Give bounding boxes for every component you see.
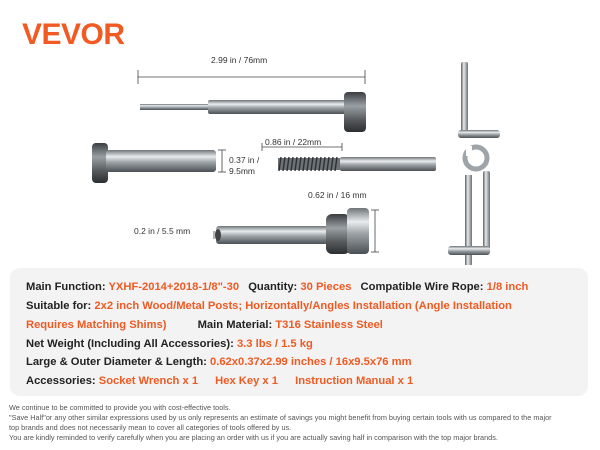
disclaimer-line-3: top brands and does not necessarily mean to cover all categories of tools offered by us. [9, 423, 292, 432]
size-value: 0.62x0.37x2.99 inches / 16x9.5x76 mm [210, 356, 412, 368]
main-function-value: YXHF-2014+2018-1/8"-30 [108, 281, 240, 293]
bore-diameter-label: 0.2 in / 5.5 mm [134, 226, 191, 236]
spec-row-suitable [26, 300, 512, 312]
size-label: Large & Outer Diameter & Length: [26, 356, 207, 368]
threaded-stud [262, 143, 436, 171]
brand-logo: VEVOR [22, 18, 125, 51]
spec-row-function [26, 281, 528, 293]
spec-row-size [26, 356, 412, 368]
accessory-manual: Instruction Manual x 1 [295, 375, 414, 387]
length-dimension-line [138, 70, 365, 84]
disclaimer-line-2: "Save Half"or any other similar expressions used by us only represents an estimate of savings you might benefit from buying certain tools with us compared to the major [9, 413, 552, 422]
spec-row-material [26, 319, 383, 331]
quantity-value: 30 Pieces [300, 281, 352, 293]
accessories-label: Accessories: [26, 375, 96, 387]
disclaimer-line-1: We continue to be committed to provide you with cost-effective tools. [9, 403, 231, 412]
spec-row-accessories [26, 375, 413, 387]
head-diameter-label: 0.62 in / 16 mm [308, 190, 367, 200]
material-label: Main Material: [197, 319, 273, 331]
thread-length-label: 0.86 in / 22mm [265, 137, 322, 147]
swage-fitting-short [92, 143, 216, 183]
swage-fitting-bored [214, 208, 379, 254]
accessory-hex-key: Hex Key x 1 [215, 375, 278, 387]
quantity-label: Quantity: [248, 281, 298, 293]
suitable-value-line2: Requires Matching Shims) [26, 319, 167, 331]
wire-rope-label: Compatible Wire Rope: [360, 281, 484, 293]
material-value: T316 Stainless Steel [275, 319, 383, 331]
disclaimer-line-4: You are kindly reminded to verify carefully when you are placing an order with us if you are actually saving half in comparison with the top major brands. [9, 433, 498, 442]
main-function-label: Main Function: [26, 281, 106, 293]
suitable-value-line1: 2x2 inch Wood/Metal Posts; Horizontally/Angles Installation (Angle Installation [94, 300, 512, 312]
diameter-dimension-line [218, 150, 226, 172]
wire-rope-value: 1/8 inch [486, 281, 529, 293]
weight-label: Net Weight (Including All Accessories): [26, 338, 234, 350]
body-diameter-label: 0.37 in / 9.5mm [229, 155, 260, 176]
accessory-socket-wrench: Socket Wrench x 1 [98, 375, 199, 387]
suitable-label: Suitable for: [26, 300, 92, 312]
hex-key-small-icon [458, 62, 500, 138]
spec-row-weight [26, 338, 313, 350]
overall-length-label: 2.99 in / 76mm [211, 55, 268, 65]
swage-fitting-long [140, 92, 366, 132]
weight-value: 3.3 lbs / 1.5 kg [236, 338, 313, 350]
